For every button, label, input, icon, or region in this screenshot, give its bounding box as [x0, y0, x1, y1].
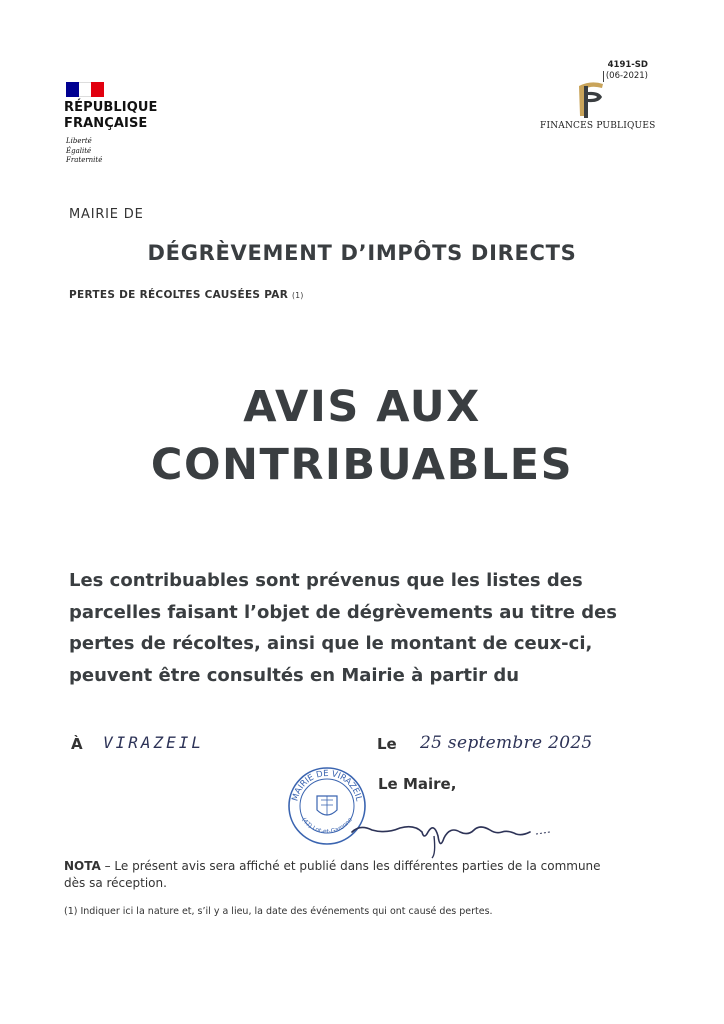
headline-line-1: AVIS AUX [243, 382, 481, 432]
subtitle-text: PERTES DE RÉCOLTES CAUSÉES PAR [69, 289, 289, 301]
finances-publiques-logo-icon [575, 80, 607, 120]
footnote: (1) Indiquer ici la nature et, s’il y a lieu, la date des événements qui ont causé des pertes. [64, 906, 493, 917]
subtitle [69, 289, 304, 301]
motto-liberte: Liberté [66, 137, 92, 145]
a-label: À [71, 735, 83, 753]
form-date: (06-2021) [603, 71, 648, 82]
headline-line-2: CONTRIBUABLES [150, 440, 574, 490]
nota-text [64, 858, 624, 892]
page-title: DÉGRÈVEMENT D’IMPÔTS DIRECTS [147, 241, 577, 265]
form-code: 4191-SD [607, 60, 648, 70]
mairie-label: MAIRIE DE [69, 207, 144, 222]
stamp-subtext: (47) Lot-et-Garonne [300, 816, 354, 836]
headline [0, 378, 724, 494]
republic-motto [66, 137, 102, 166]
mayor-signature [340, 810, 560, 860]
le-label: Le [377, 735, 397, 753]
motto-fraternite: Fraternité [66, 156, 103, 164]
nota-label: NOTA [64, 859, 101, 873]
agency-name: FINANCES PUBLIQUES [540, 121, 656, 131]
notice-text: Les contribuables sont prévenus que les listes des parcelles faisant l’objet de dégrèvements au titre des pertes de récoltes, ainsi que le montant de ceux-ci, peuvent être consultés en Mairie à partir du [69, 570, 618, 686]
republic-name: RÉPUBLIQUE FRANÇAISE [64, 100, 158, 131]
handwritten-place: VIRAZEIL [103, 733, 205, 752]
motto-egalite: Égalité [66, 146, 92, 155]
french-flag-logo [66, 82, 104, 97]
form-reference [603, 60, 648, 82]
maire-label: Le Maire, [378, 775, 457, 793]
handwritten-date: 25 septembre 2025 [420, 733, 593, 753]
subtitle-note: (1) [292, 291, 304, 300]
nota-body: – Le présent avis sera affiché et publié dans les différentes parties de la commune dès sa réception. [64, 859, 601, 890]
stamp-text: MAIRIE DE VIRAZEIL [290, 768, 364, 803]
